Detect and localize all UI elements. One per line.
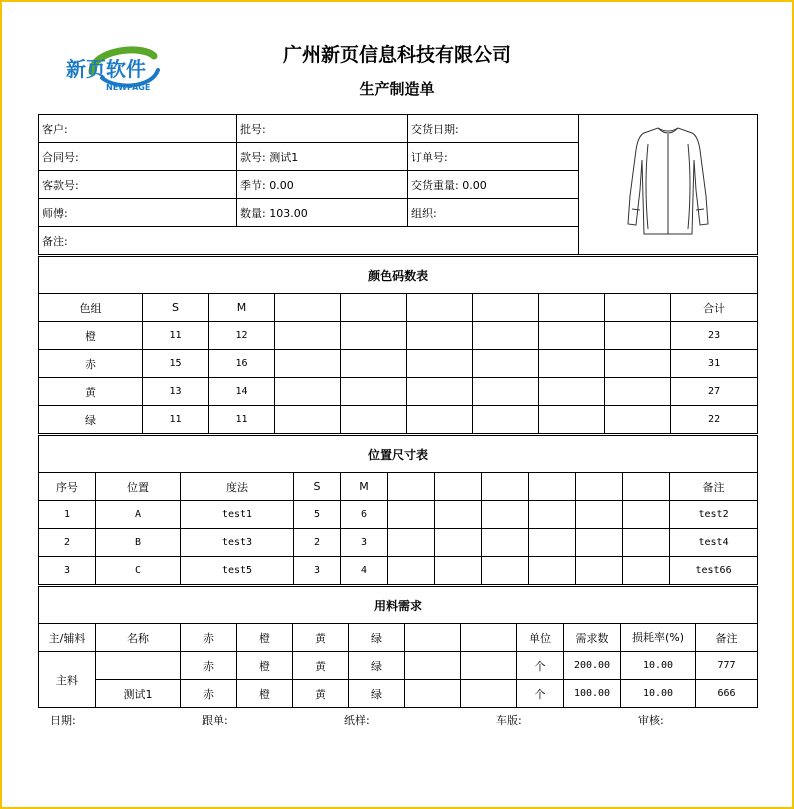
header-cell xyxy=(623,473,670,501)
table-cell xyxy=(435,501,482,529)
table-cell xyxy=(341,350,407,378)
table-cell: 666 xyxy=(696,680,758,708)
header-cell xyxy=(473,294,539,322)
header-cell: 备注 xyxy=(670,473,758,501)
table-cell xyxy=(623,501,670,529)
table-cell: test66 xyxy=(670,557,758,585)
table-cell: 黄 xyxy=(293,652,349,680)
table-cell: 3 xyxy=(341,529,388,557)
header-cell xyxy=(605,294,671,322)
table-cell: 10.00 xyxy=(621,652,696,680)
table-cell xyxy=(407,350,473,378)
table-cell xyxy=(482,557,529,585)
table-row xyxy=(39,557,758,585)
material-table xyxy=(38,586,758,708)
table-cell xyxy=(275,378,341,406)
table-row xyxy=(39,378,758,406)
table-cell: C xyxy=(96,557,181,585)
header-cell xyxy=(576,473,623,501)
table-cell xyxy=(482,529,529,557)
table-row xyxy=(39,501,758,529)
style-no-field: 款号: 测试1 xyxy=(237,143,408,171)
table-cell xyxy=(529,529,576,557)
table-cell: 27 xyxy=(671,378,758,406)
shirt-icon xyxy=(618,124,718,242)
table-cell: 12 xyxy=(209,322,275,350)
header-cell xyxy=(539,294,605,322)
header-cell: M xyxy=(341,473,388,501)
table-cell: 3 xyxy=(294,557,341,585)
table-cell xyxy=(407,406,473,434)
table-cell xyxy=(529,501,576,529)
footer-review: 审核: xyxy=(638,714,664,727)
order-info-table xyxy=(38,114,758,255)
table-cell xyxy=(539,378,605,406)
table-row xyxy=(39,529,758,557)
header-cell: S xyxy=(143,294,209,322)
table-cell: test2 xyxy=(670,501,758,529)
table-row xyxy=(39,350,758,378)
header-cell: 合计 xyxy=(671,294,758,322)
master-field: 师傅: xyxy=(39,199,237,227)
organization-field: 组织: xyxy=(408,199,579,227)
svg-text:新页软件: 新页软件 xyxy=(66,57,146,81)
footer-paper-pattern: 纸样: xyxy=(344,714,370,727)
table-cell xyxy=(529,557,576,585)
table-cell: 橙 xyxy=(237,680,293,708)
header-cell xyxy=(461,624,517,652)
table-cell xyxy=(407,322,473,350)
table-cell: 777 xyxy=(696,652,758,680)
company-logo xyxy=(62,42,182,104)
table-cell: 200.00 xyxy=(564,652,621,680)
header-cell: 损耗率(%) xyxy=(621,624,696,652)
table-cell xyxy=(576,501,623,529)
table-cell: 23 xyxy=(671,322,758,350)
header-cell: 备注 xyxy=(696,624,758,652)
table-cell xyxy=(407,378,473,406)
table-cell: A xyxy=(96,501,181,529)
table-cell: 黄 xyxy=(39,378,143,406)
contract-no-field: 合同号: xyxy=(39,143,237,171)
table-cell xyxy=(473,322,539,350)
position-size-title: 位置尺寸表 xyxy=(39,436,758,473)
header-cell xyxy=(405,624,461,652)
order-no-field: 订单号: xyxy=(408,143,579,171)
table-cell: 14 xyxy=(209,378,275,406)
footer-date: 日期: xyxy=(50,714,76,727)
table-cell: test5 xyxy=(181,557,294,585)
header-cell xyxy=(388,473,435,501)
table-cell: B xyxy=(96,529,181,557)
table-cell xyxy=(461,680,517,708)
table-row xyxy=(39,406,758,434)
color-size-table xyxy=(38,256,758,434)
table-cell: 6 xyxy=(341,501,388,529)
table-cell xyxy=(275,406,341,434)
table-cell xyxy=(388,501,435,529)
table-cell: 11 xyxy=(209,406,275,434)
table-cell xyxy=(435,557,482,585)
table-cell: 22 xyxy=(671,406,758,434)
table-cell: 3 xyxy=(39,557,96,585)
color-size-title: 颜色码数表 xyxy=(39,257,758,294)
cust-style-no-field: 客款号: xyxy=(39,171,237,199)
table-cell xyxy=(623,557,670,585)
table-cell xyxy=(473,406,539,434)
material-group-label: 主料 xyxy=(39,652,96,708)
season-field: 季节: 0.00 xyxy=(237,171,408,199)
svg-text:NEWPAGE: NEWPAGE xyxy=(106,83,151,92)
header-cell: 单位 xyxy=(517,624,564,652)
table-cell: 绿 xyxy=(39,406,143,434)
remark-field: 备注: xyxy=(39,227,579,255)
table-cell xyxy=(576,557,623,585)
header-cell xyxy=(275,294,341,322)
table-cell: 赤 xyxy=(181,680,237,708)
header-cell: 黄 xyxy=(293,624,349,652)
customer-field: 客户: xyxy=(39,115,237,143)
table-cell xyxy=(605,378,671,406)
table-cell xyxy=(341,378,407,406)
table-cell: 绿 xyxy=(349,680,405,708)
table-cell: 4 xyxy=(341,557,388,585)
table-cell xyxy=(341,406,407,434)
table-row xyxy=(39,652,758,680)
table-cell xyxy=(275,350,341,378)
header-cell: 色组 xyxy=(39,294,143,322)
footer-sewing-version: 车版: xyxy=(496,714,522,727)
table-cell: 橙 xyxy=(39,322,143,350)
footer-follow: 跟单: xyxy=(202,714,228,727)
header-cell: 主/辅料 xyxy=(39,624,96,652)
table-cell xyxy=(482,501,529,529)
table-cell: 13 xyxy=(143,378,209,406)
delivery-weight-field: 交货重量: 0.00 xyxy=(408,171,579,199)
table-cell xyxy=(96,652,181,680)
table-header-row xyxy=(39,624,758,652)
table-cell xyxy=(461,652,517,680)
table-cell: 11 xyxy=(143,322,209,350)
table-cell: test4 xyxy=(670,529,758,557)
header-cell xyxy=(482,473,529,501)
batch-no-field: 批号: xyxy=(237,115,408,143)
header-cell: 赤 xyxy=(181,624,237,652)
table-cell: 16 xyxy=(209,350,275,378)
header-cell xyxy=(435,473,482,501)
table-cell: 测试1 xyxy=(96,680,181,708)
table-cell xyxy=(388,557,435,585)
table-cell: 31 xyxy=(671,350,758,378)
table-cell: 赤 xyxy=(39,350,143,378)
table-cell: 黄 xyxy=(293,680,349,708)
table-cell xyxy=(473,350,539,378)
header-cell: 绿 xyxy=(349,624,405,652)
table-cell xyxy=(539,322,605,350)
table-cell xyxy=(341,322,407,350)
table-cell xyxy=(605,322,671,350)
table-cell: 橙 xyxy=(237,652,293,680)
table-row xyxy=(39,680,758,708)
table-cell xyxy=(605,350,671,378)
header-cell: 需求数 xyxy=(564,624,621,652)
delivery-date-field: 交货日期: xyxy=(408,115,579,143)
table-cell: 5 xyxy=(294,501,341,529)
table-cell: test1 xyxy=(181,501,294,529)
header-cell xyxy=(529,473,576,501)
table-cell xyxy=(405,680,461,708)
material-title: 用料需求 xyxy=(39,587,758,624)
table-cell: 15 xyxy=(143,350,209,378)
table-cell: 绿 xyxy=(349,652,405,680)
header-cell xyxy=(341,294,407,322)
quantity-field: 数量: 103.00 xyxy=(237,199,408,227)
table-cell xyxy=(275,322,341,350)
table-cell: 1 xyxy=(39,501,96,529)
table-cell: 2 xyxy=(294,529,341,557)
garment-sketch xyxy=(579,115,758,255)
header-cell: 橙 xyxy=(237,624,293,652)
table-cell xyxy=(539,350,605,378)
table-row xyxy=(39,322,758,350)
table-cell: 2 xyxy=(39,529,96,557)
company-name: 广州新页信息科技有限公司 xyxy=(282,44,511,66)
header-cell: 度法 xyxy=(181,473,294,501)
table-cell: 11 xyxy=(143,406,209,434)
table-cell: 10.00 xyxy=(621,680,696,708)
table-cell: test3 xyxy=(181,529,294,557)
table-cell xyxy=(576,529,623,557)
table-cell: 赤 xyxy=(181,652,237,680)
table-cell xyxy=(623,529,670,557)
table-cell xyxy=(405,652,461,680)
table-cell xyxy=(539,406,605,434)
header-cell: 序号 xyxy=(39,473,96,501)
table-cell xyxy=(388,529,435,557)
table-cell: 个 xyxy=(517,652,564,680)
header-cell: S xyxy=(294,473,341,501)
header-cell xyxy=(407,294,473,322)
header-cell: M xyxy=(209,294,275,322)
header-cell: 名称 xyxy=(96,624,181,652)
document-title: 生产制造单 xyxy=(359,80,435,98)
table-header-row xyxy=(39,473,758,501)
table-cell: 个 xyxy=(517,680,564,708)
header-cell: 位置 xyxy=(96,473,181,501)
table-cell xyxy=(473,378,539,406)
table-header-row xyxy=(39,294,758,322)
table-cell xyxy=(605,406,671,434)
table-cell: 100.00 xyxy=(564,680,621,708)
table-cell xyxy=(435,529,482,557)
position-size-table xyxy=(38,435,758,585)
